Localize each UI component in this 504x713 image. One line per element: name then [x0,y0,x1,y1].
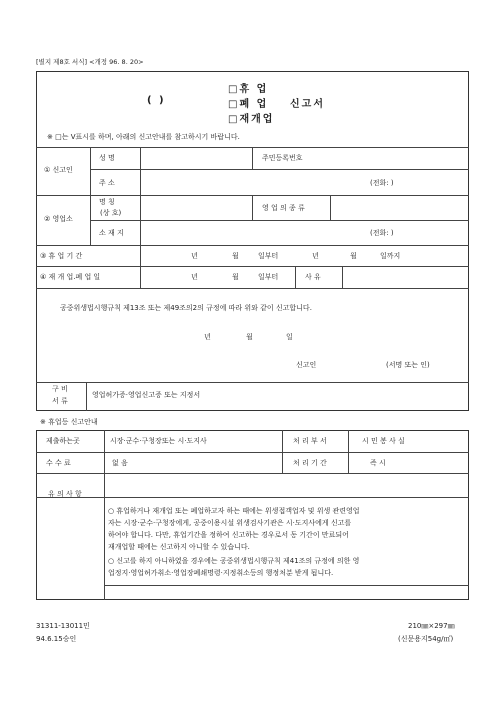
note1-line1: ○ 휴업하거나 재개업 또는 폐업하고자 하는 때에는 위생접객업자 및 위생 관련영업 [108,507,360,515]
period-value: 즉 시 [370,459,386,467]
submit-to-value: 시장·군수·구청장또는 시·도지사 [110,437,207,445]
section1-phone: (전화: ) [370,179,394,187]
documents-label-1: 구 비 [52,385,68,393]
business-name-label: 명 칭 [99,198,115,206]
reopen-day: 일부터 [258,273,279,281]
declaration-statement: 공중위생법시행규칙 제13조 또는 제49조의2의 규정에 따라 위와 같이 신고합니다. [60,304,312,312]
title-paren: ( ) [147,95,166,106]
note2-line1: ○ 신고를 하지 아니하였을 경우에는 공중위생법시행규칙 제41조의 규정에 의한 영 [108,557,360,565]
declaration-day: 일 [286,333,293,341]
suspend-to: 일까지 [380,252,401,260]
guide-title: ※ 휴업등 신고안내 [40,418,98,426]
footer-approval: 94.6.15승인 [36,635,77,643]
submit-to-label: 제출하는곳 [46,437,80,445]
reopen-year: 년 [191,273,198,281]
fee-value: 없 음 [112,459,128,467]
signature-label: (서명 또는 인) [386,361,430,369]
name-label: 성 명 [99,154,115,162]
suspend-month2: 월 [350,252,357,260]
dept-value: 시 민 봉 사 실 [362,437,405,445]
suspend-year2: 년 [312,252,319,260]
dept-label: 처 리 부 서 [293,437,327,445]
footer-size: 210㎜×297㎜ [408,622,455,630]
documents-value: 영업허가증·영업신고증 또는 지정서 [92,391,201,399]
section3-label: ③ 휴 업 기 간 [40,252,83,260]
period-label: 처 리 기 간 [293,459,327,467]
instruction-text: ※ □는 V표시를 하며, 아래의 신고안내를 참고하시기 바랍니다. [47,133,240,141]
section2-label: ② 영업소 [44,215,73,223]
reopen-month: 월 [232,273,239,281]
footer-code: 31311-13011민 [36,622,90,630]
address-label: 주 소 [99,179,115,187]
title-option-reopen: □재개업 [228,114,275,125]
note2-line2: 업정지·영업허가취소·영업장폐쇄명령·지정취소등의 행정처분 받게 됩니다. [108,569,334,577]
notes-label: 유 의 사 항 [48,490,82,498]
section4-label: ④ 재 개 업.폐 업 일 [40,273,101,281]
location-label: 소 재 지 [99,229,124,237]
suspend-from: 일부터 [258,252,279,260]
declaration-year: 년 [204,333,211,341]
note1-line4: 재개업할 때에는 신고하지 아니할 수 있습니다. [108,543,250,551]
fee-label: 수 수 료 [46,459,71,467]
suspend-year1: 년 [191,252,198,260]
title-main: 신고서 [290,99,325,110]
title-option-suspend: □휴 업 [228,84,269,95]
declaration-month: 월 [246,333,253,341]
note1-line3: 하여야 합니다. 다만, 휴업기간을 정하여 신고하는 경우로서 동 기간이 만료되어 [108,531,349,539]
title-option-close: □폐 업 [228,99,269,110]
note1-line2: 자는 시장·군수·구청장에게, 공중이용시설 위생검사기관은 시·도지사에게 신고를 [108,519,352,527]
section2-phone: (전화: ) [370,229,394,237]
resident-id-label: 주민등록번호 [262,154,303,162]
applicant-label: 신고인 [296,361,317,369]
reason-label: 사 유 [305,273,321,281]
business-type-label: 영 업 의 종 류 [262,204,305,212]
section1-label: ① 신고인 [44,166,73,174]
business-name-sublabel: (상 호) [100,209,122,217]
form-id: [별지 제8호 서식] <개정 96. 8. 20> [36,58,144,66]
suspend-month1: 월 [232,252,239,260]
footer-paper: (신문용지54g/㎡) [398,635,454,643]
documents-label-2: 서 류 [52,397,68,405]
